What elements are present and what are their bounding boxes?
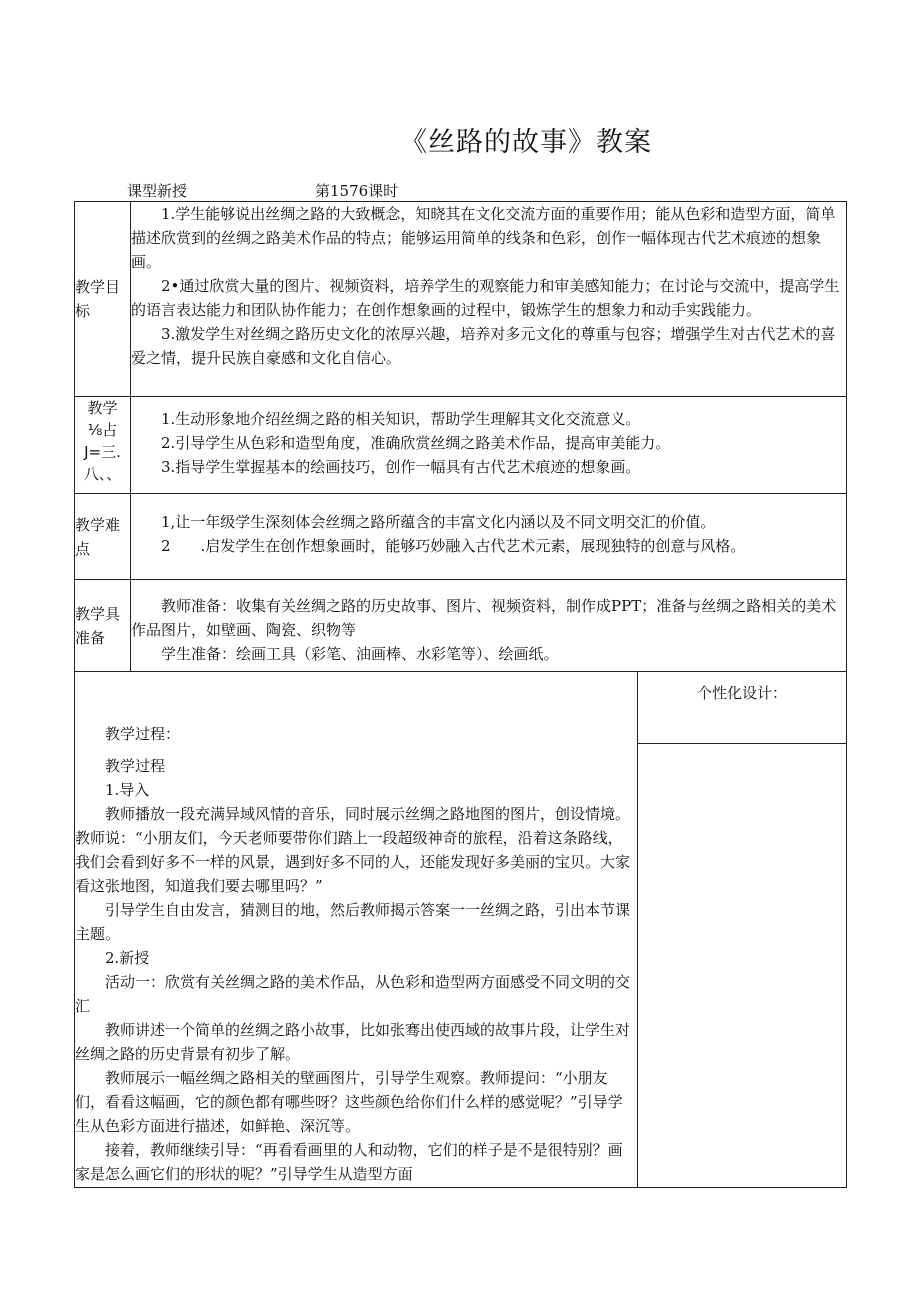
process-section-title: 2.新授 bbox=[105, 949, 150, 967]
objectives-row bbox=[75, 202, 847, 397]
objectives-label: 教学目标 bbox=[75, 202, 131, 397]
key-points-label bbox=[75, 397, 131, 494]
key-point-item: 3.指导学生掌握基本的绘画技巧，创作一幅具有古代艺术痕迹的想象画。 bbox=[161, 458, 641, 476]
process-row bbox=[75, 672, 847, 1188]
personalized-design-label: 个性化设计： bbox=[638, 672, 846, 744]
lesson-plan-table bbox=[74, 201, 847, 1188]
key-points-content bbox=[131, 397, 847, 494]
difficulty-item: 2 .启发学生在创作想象画时，能够巧妙融入古代艺术元素，展现独特的创意与风格。 bbox=[161, 537, 746, 555]
lesson-hours: 第1576课时 bbox=[315, 182, 399, 200]
personalized-design-column bbox=[638, 672, 847, 1188]
key-points-label-line: 教学 bbox=[87, 399, 118, 417]
difficulties-label: 教学难点 bbox=[75, 494, 131, 580]
materials-label: 教学具准备 bbox=[75, 580, 131, 672]
materials-row bbox=[75, 580, 847, 672]
process-heading: 教学过程： bbox=[105, 725, 181, 743]
process-paragraph: 活动一：欣赏有关丝绸之路的美术作品，从色彩和造型两方面感受不同文明的交汇 bbox=[75, 973, 631, 1015]
process-subheading: 教学过程 bbox=[105, 757, 166, 775]
key-points-label-line: ⅛占 bbox=[87, 421, 118, 439]
objectives-content bbox=[131, 202, 847, 397]
process-paragraph: 接着，教师继续引导：“再看看画里的人和动物，它们的样子是不是很特别？画家是怎么画它们的形状的呢？”引导学生从造型方面 bbox=[75, 1141, 623, 1183]
key-points-label-line: 八、、 bbox=[83, 465, 122, 483]
objective-item: 1.学生能够说出丝绸之路的大致概念，知晓其在文化交流方面的重要作用；能从色彩和造型方面，简单描述欣赏到的丝绸之路美术作品的特点；能够运用简单的线条和色彩，创作一幅体现古代艺术痕迹的想象画。 bbox=[131, 205, 836, 271]
difficulties-row bbox=[75, 494, 847, 580]
key-point-item: 2.引导学生从色彩和造型角度，准确欣赏丝绸之路美术作品，提高审美能力。 bbox=[161, 434, 671, 452]
process-paragraph: 教师展示一幅丝绸之路相关的壁画图片，引导学生观察。教师提问：“小朋友们，看看这幅画，它的颜色都有哪些呀？这些颜色给你们什么样的感觉呢？”引导学生从色彩方面进行描述，如鲜艳、深沉等。 bbox=[75, 1069, 623, 1135]
lesson-type: 课型新授 bbox=[127, 182, 188, 200]
material-item: 教师准备：收集有关丝绸之路的历史故事、图片、视频资料，制作成PPT；准备与丝绸之路相关的美术作品图片，如壁画、陶瓷、织物等 bbox=[131, 597, 837, 639]
materials-content bbox=[131, 580, 847, 672]
process-content bbox=[75, 672, 638, 1188]
objective-item: 3.激发学生对丝绸之路历史文化的浓厚兴趣，培养对多元文化的尊重与包容；增强学生对古代艺术的喜爱之情，提升民族自豪感和文化自信心。 bbox=[131, 325, 836, 367]
process-paragraph: 教师播放一段充满异域风情的音乐，同时展示丝绸之路地图的图片，创设情境。教师说：“小朋友们，今天老师要带你们踏上一段超级神奇的旅程，沿着这条路线，我们会看到好多不一样的风景，遇到好多不同的人，还能发现好多美丽的宝贝。大家看这张地图，知道我们要去哪里吗？” bbox=[75, 805, 631, 895]
key-points-label-line: J=三. bbox=[84, 443, 121, 461]
objective-item: 2•通过欣赏大量的图片、视频资料，培养学生的观察能力和审美感知能力；在讨论与交流中，提高学生的语言表达能力和团队协作能力；在创作想象画的过程中，锻炼学生的想象力和动手实践能力。 bbox=[131, 277, 840, 319]
process-paragraph: 引导学生自由发言，猜测目的地，然后教师揭示答案一一丝绸之路，引出本节课主题。 bbox=[75, 901, 631, 943]
key-points-row bbox=[75, 397, 847, 494]
page-title: 《丝路的故事》教案 bbox=[400, 127, 652, 158]
key-point-item: 1.生动形象地介绍丝绸之路的相关知识，帮助学生理解其文化交流意义。 bbox=[161, 410, 641, 428]
process-section-title: 1.导入 bbox=[105, 781, 150, 799]
material-item: 学生准备：绘画工具（彩笔、油画棒、水彩笔等）、绘画纸。 bbox=[161, 645, 559, 663]
process-paragraph: 教师讲述一个简单的丝绸之路小故事，比如张骞出使西域的故事片段，让学生对丝绸之路的历史背景有初步了解。 bbox=[75, 1021, 631, 1063]
difficulties-content bbox=[131, 494, 847, 580]
difficulty-item: 1,让一年级学生深刻体会丝绸之路所蕴含的丰富文化内涵以及不同文明交汇的价值。 bbox=[161, 513, 716, 531]
